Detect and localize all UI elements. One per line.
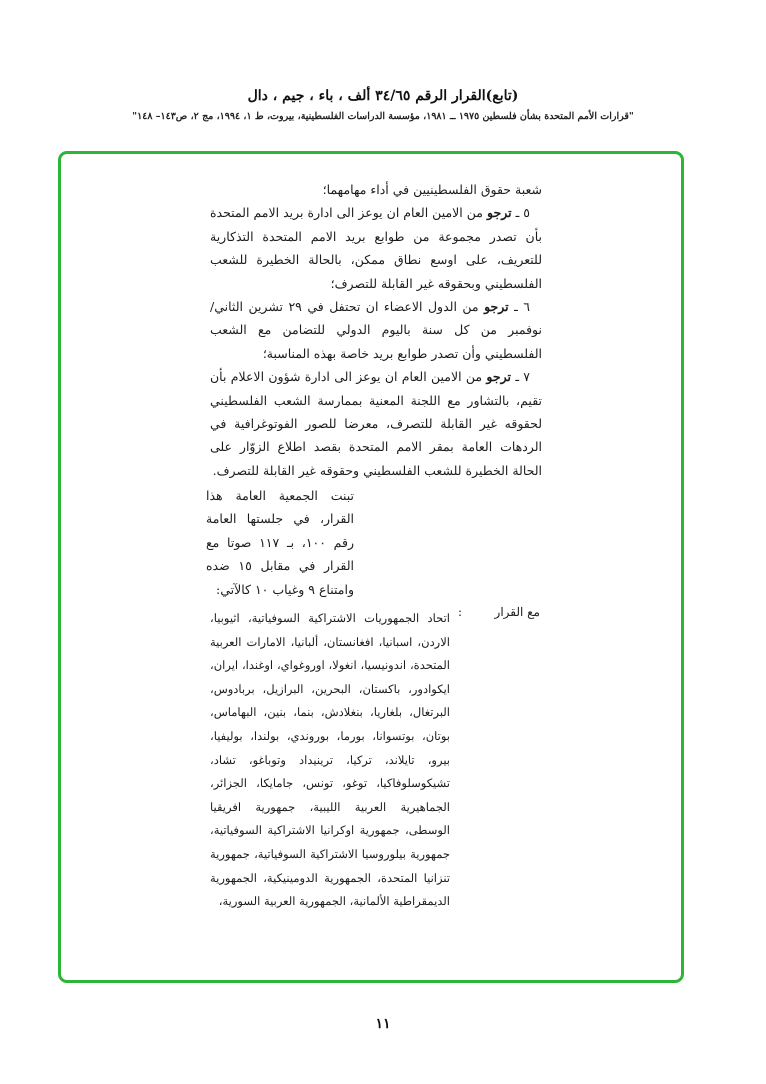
paragraph-keyword: ترجو xyxy=(484,299,509,315)
paragraph-keyword: ترجو xyxy=(486,369,511,385)
page-header-title: (تابع)القرار الرقم ٣٤/٦٥ ألف ، باء ، جيم ، دال xyxy=(247,88,519,104)
continuation-line: شعبة حقوق الفلسطينيين في أداء مهامهما؛ xyxy=(322,182,542,197)
paragraph-text: من الامين العام ان يوعز الى ادارة شؤون الاعلام بأن تقيم، بالتشاور مع اللجنة المعنية بممارسة الشعب الفلسطيني لحقوقه غير القابلة للتصرف، معرضا للصور الفوتوغرافية في الردهات العامة بمقر الامم المتحدة بقصد اطلاع الزوّار على الحالة الخطيرة للشعب الفلسطيني وحقوقه غير القابلة للتصرف. xyxy=(210,369,542,478)
paragraph-text: من الامين العام ان يوعز الى ادارة بريد الامم المتحدة بأن تصدر مجموعة من طوابع بريد الامم المتحدة التذكارية للتعريف، على اوسع نطاق ممكن، بالحالة الخطيرة للشعب الفلسطيني وبحقوقه غير القابلة للتصرف؛ xyxy=(210,205,542,291)
vote-for-countries: اتحاد الجمهوريات الاشتراكية السوفياتية، اثيوبيا، الاردن، اسبانيا، افغانستان، ألبانيا، الامارات العربية المتحدة، اندونيسيا، انغولا، اوروغواي، اوغندا، ايران، ايكوادور، باكستان، البحرين، البرازيل، بربادوس، البرتغال، بلغاريا، بنغلادش، بنما، بنين، البهاماس، بوتان، بوتسوانا، بورما، بوروندي، بولندا، بوليفيا، بيرو، تايلاند، تركيا، ترينيداد وتوباغو، تشاد، تشيكوسلوفاكيا، توغو، تونس، جامايكا، الجزائر، الجماهيرية العربية الليبية، جمهورية افريقيا الوسطى، جمهورية اوكرانيا الاشتراكية السوفياتية، جمهورية بيلوروسيا الاشتراكية السوفياتية، جمهورية تنزانيا المتحدة، الجمهورية الدومينيكية، الجمهورية الديمقراطية الألمانية، الجمهورية العربية السورية، xyxy=(210,611,450,909)
paragraph-number: ٦ ـ xyxy=(514,299,530,315)
paragraph-7 xyxy=(210,365,542,482)
page-number: ١١ xyxy=(375,1016,391,1032)
resolution-body xyxy=(210,178,542,482)
paragraph-text: من الدول الاعضاء ان تحتفل في ٢٩ تشرين الثاني/نوفمبر من كل سنة باليوم الدولي للتضامن مع الشعب الفلسطيني وأن تصدر طوابع بريد خاصة بهذه المناسبة؛ xyxy=(210,299,542,361)
paragraph-number: ٧ ـ xyxy=(515,369,531,385)
page-header-source: "قرارات الأمم المتحدة بشأن فلسطين ١٩٧٥ ــ ١٩٨١، مؤسسة الدراسات الفلسطينية، بيروت، ط ١، ١٩٩٤، مج ٢، ص١٤٣– ١٤٨" xyxy=(132,111,634,122)
paragraph-5 xyxy=(210,201,542,295)
paragraph-number: ٥ ـ xyxy=(515,205,530,221)
vote-for-label: مع القرار xyxy=(494,605,540,619)
paragraph-keyword: ترجو xyxy=(487,205,512,221)
adoption-note: تبنت الجمعية العامة هذا القرار، في جلستها العامة رقم ١٠٠، بـ ١١٧ صوتا مع القرار في مقابل ١٥ ضده وامتناع ٩ وغياب ١٠ كالآتي: xyxy=(206,488,354,597)
paragraph-6 xyxy=(210,295,542,365)
vote-colon: : xyxy=(458,605,463,619)
